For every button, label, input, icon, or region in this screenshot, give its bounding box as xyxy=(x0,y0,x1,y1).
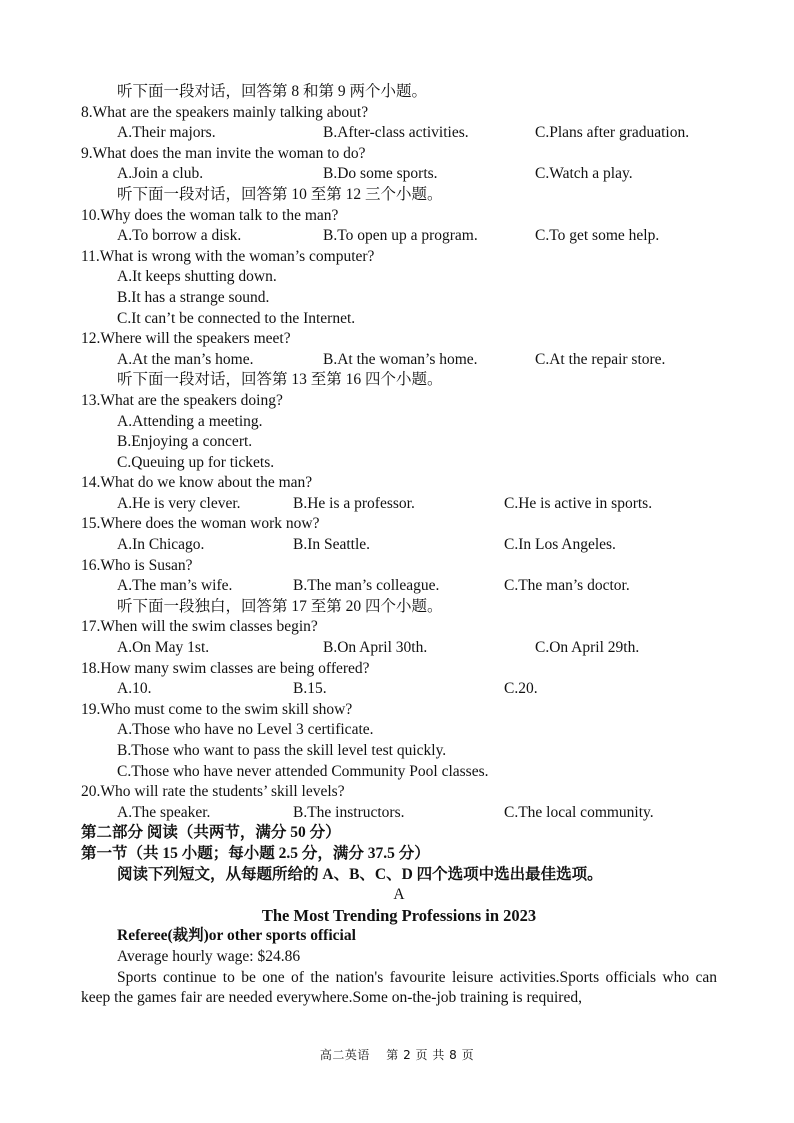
question: 19.Who must come to the swim skill show? xyxy=(81,700,353,718)
section-instruction: 听下面一段对话，回答第 13 至第 16 四个小题。 xyxy=(117,371,443,389)
option-c: C.To get some help. xyxy=(535,227,660,245)
option-line: A.Attending a meeting. xyxy=(117,412,263,430)
question: 11.What is wrong with the woman’s computer? xyxy=(81,247,375,265)
question: 8.What are the speakers mainly talking about? xyxy=(81,103,369,121)
question: 16.Who is Susan? xyxy=(81,556,193,574)
option-b: B.To open up a program. xyxy=(323,227,478,245)
passage-title: The Most Trending Professions in 2023 xyxy=(261,905,537,925)
question: 9.What does the man invite the woman to do? xyxy=(81,144,366,162)
option-a: A.On May 1st. xyxy=(117,639,210,657)
option-a: A.10. xyxy=(117,680,152,698)
option-a: A.To borrow a disk. xyxy=(117,227,242,245)
footer-subject: 高二英语 xyxy=(319,1048,370,1062)
option-b: B.At the woman’s home. xyxy=(323,350,478,368)
section-instruction: 听下面一段对话，回答第 8 和第 9 两个小题。 xyxy=(117,83,428,100)
options-row xyxy=(81,494,717,515)
exam-content xyxy=(81,82,717,1009)
option-c: C.At the repair store. xyxy=(535,350,666,368)
question: 14.What do we know about the man? xyxy=(81,474,313,492)
option-c: C.In Los Angeles. xyxy=(504,536,616,554)
question: 20.Who will rate the students’ skill levels? xyxy=(81,783,345,801)
option-line: A.It keeps shutting down. xyxy=(117,268,277,286)
option-a: A.The man’s wife. xyxy=(117,577,233,595)
question: 18.How many swim classes are being offered? xyxy=(81,659,370,677)
passage-paragraph: Sports continue to be one of the nation's favourite leisure activities.Sports officials who can keep the games fair are needed everywhere.Some on-the-job training is required, xyxy=(81,968,717,1007)
option-b: B.On April 30th. xyxy=(323,639,428,657)
option-c: C.The local community. xyxy=(504,803,654,821)
footer-page-info: 第 2 页 共 8 页 xyxy=(386,1048,475,1062)
option-b: B.Do some sports. xyxy=(323,165,438,183)
options-row xyxy=(81,535,717,556)
section-instruction: 听下面一段独白，回答第 17 至第 20 四个小题。 xyxy=(117,597,443,615)
option-c: C.On April 29th. xyxy=(535,639,640,657)
option-line: B.Enjoying a concert. xyxy=(117,433,253,451)
option-b: B.15. xyxy=(293,680,327,698)
options-row xyxy=(81,226,717,247)
option-c: C.He is active in sports. xyxy=(504,494,653,512)
page-footer xyxy=(0,1046,794,1063)
options-row xyxy=(81,350,717,371)
option-line: C.Queuing up for tickets. xyxy=(117,453,275,471)
option-a: A.He is very clever. xyxy=(117,494,241,512)
passage-label: A xyxy=(393,886,405,904)
option-line: C.Those who have never attended Community Pool classes. xyxy=(117,762,489,780)
option-line: C.It can’t be connected to the Internet. xyxy=(117,309,356,327)
option-a: A.The speaker. xyxy=(117,803,211,821)
part-heading: 第一节（共 15 小题；每小题 2.5 分，满分 37.5 分） xyxy=(81,844,430,862)
options-row xyxy=(81,123,717,144)
section-instruction: 听下面一段对话，回答第 10 至第 12 三个小题。 xyxy=(117,185,443,203)
options-row xyxy=(81,576,717,597)
option-a: A.At the man’s home. xyxy=(117,350,254,368)
question: 13.What are the speakers doing? xyxy=(81,391,283,409)
options-row xyxy=(81,638,717,659)
options-row xyxy=(81,803,717,824)
option-b: B.The instructors. xyxy=(293,803,405,821)
option-line: A.Those who have no Level 3 certificate. xyxy=(117,721,374,739)
option-c: C.The man’s doctor. xyxy=(504,577,630,595)
option-c: C.20. xyxy=(504,680,538,698)
option-line: B.Those who want to pass the skill level test quickly. xyxy=(117,742,447,759)
option-c: C.Watch a play. xyxy=(535,165,633,183)
question: 15.Where does the woman work now? xyxy=(81,515,320,533)
options-row xyxy=(81,164,717,185)
part-heading: 第二部分 阅读（共两节，满分 50 分） xyxy=(81,824,341,842)
option-b: B.He is a professor. xyxy=(293,494,415,512)
option-a: A.Their majors. xyxy=(117,124,216,142)
passage-subheading: Referee(裁判)or other sports official xyxy=(117,927,356,945)
option-b: B.The man’s colleague. xyxy=(293,577,440,595)
option-c: C.Plans after graduation. xyxy=(535,124,690,142)
option-b: B.After-class activities. xyxy=(323,124,469,142)
option-b: B.In Seattle. xyxy=(293,536,371,554)
option-line: Average hourly wage: $24.86 xyxy=(117,947,301,965)
option-line: B.It has a strange sound. xyxy=(117,288,270,306)
question: 12.Where will the speakers meet? xyxy=(81,330,291,348)
option-a: A.In Chicago. xyxy=(117,536,205,554)
reading-instruction: 阅读下列短文，从每题所给的 A、B、C、D 四个选项中选出最佳选项。 xyxy=(117,865,603,883)
options-row xyxy=(81,679,717,700)
question: 17.When will the swim classes begin? xyxy=(81,618,318,636)
option-a: A.Join a club. xyxy=(117,165,204,183)
question: 10.Why does the woman talk to the man? xyxy=(81,206,339,224)
